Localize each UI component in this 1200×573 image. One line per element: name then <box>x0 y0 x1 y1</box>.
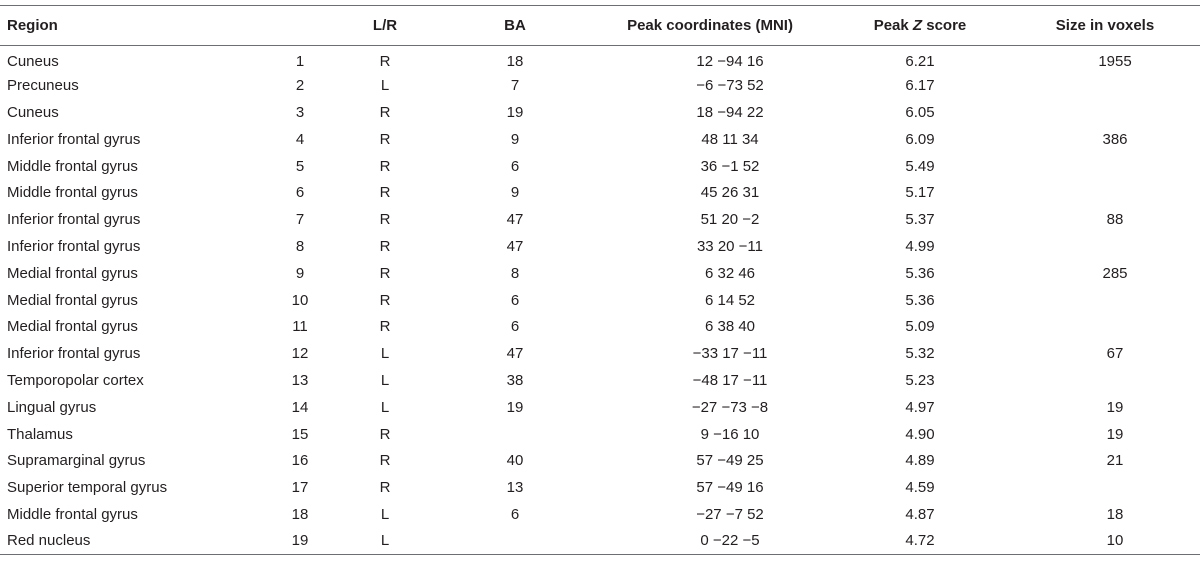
table-header <box>0 6 1200 46</box>
table-row <box>0 72 1200 99</box>
table-row <box>0 153 1200 180</box>
cell-number: 11 <box>292 318 308 336</box>
cell-number: 15 <box>291 425 309 443</box>
table-body <box>0 46 1200 555</box>
cell-size-in-voxels: 10 <box>1106 532 1124 550</box>
cell-size-in-voxels: 21 <box>1106 452 1124 470</box>
table-row <box>0 287 1200 314</box>
cell-peak-z-score: 5.09 <box>905 318 935 336</box>
cell-ba <box>440 528 590 555</box>
header-size-in-voxels: Size in voxels <box>1055 17 1155 34</box>
cell-region: Medial frontal gyrus <box>7 318 138 336</box>
cell-region: Middle frontal gyrus <box>7 505 138 523</box>
cell-number: 3 <box>295 103 305 121</box>
header-peak-z-score <box>830 6 1010 46</box>
cell-peak-z-score: 4.90 <box>905 425 935 443</box>
cell-ba: 40 <box>506 452 524 470</box>
cell-size-in-voxels: 67 <box>1106 345 1124 363</box>
cell-region: Superior temporal gyrus <box>7 479 168 497</box>
cell-peak-coordinates: −48 17 −11 <box>692 371 768 389</box>
cell-number: 6 <box>295 184 305 202</box>
cell-lr: R <box>379 157 391 175</box>
cell-peak-z-score: 6.05 <box>905 103 935 121</box>
cell-number: 14 <box>291 398 309 416</box>
cell-number: 12 <box>291 345 309 363</box>
cell-peak-coordinates: 33 20 −11 <box>696 237 764 255</box>
cell-size-in-voxels: 19 <box>1106 425 1124 443</box>
cell-ba: 6 <box>510 291 520 309</box>
cell-peak-z-score: 4.72 <box>905 532 935 550</box>
table-row <box>0 421 1200 448</box>
cell-lr: L <box>380 371 390 389</box>
header-ba: BA <box>504 17 526 34</box>
cell-ba: 9 <box>510 184 520 202</box>
cell-size-in-voxels: 1955 <box>1098 52 1132 70</box>
cell-peak-coordinates: −6 −73 52 <box>696 77 764 95</box>
cell-ba: 6 <box>510 157 520 175</box>
header-z-prefix: Peak <box>873 17 913 34</box>
table-row <box>0 179 1200 206</box>
cell-lr: R <box>379 103 391 121</box>
cell-peak-z-score: 6.21 <box>905 52 935 70</box>
cell-number: 2 <box>295 77 305 95</box>
cell-lr: R <box>379 291 391 309</box>
cell-peak-coordinates: 6 32 46 <box>704 264 756 282</box>
cell-size-in-voxels: 88 <box>1106 211 1124 229</box>
cell-number: 5 <box>295 157 305 175</box>
cell-number: 10 <box>291 291 309 309</box>
cell-number: 16 <box>291 452 309 470</box>
cell-ba: 8 <box>510 264 520 282</box>
cell-region: Inferior frontal gyrus <box>7 237 141 255</box>
table-row <box>0 528 1200 555</box>
cell-region: Lingual gyrus <box>7 398 97 416</box>
header-row <box>0 6 1200 46</box>
cell-size-in-voxels <box>1010 287 1200 314</box>
table-row <box>0 46 1200 73</box>
cell-region: Inferior frontal gyrus <box>7 130 141 148</box>
table-row <box>0 260 1200 287</box>
cell-lr: R <box>379 184 391 202</box>
header-lr: L/R <box>372 17 398 34</box>
table-row <box>0 501 1200 528</box>
cell-number: 9 <box>295 264 305 282</box>
cell-ba: 19 <box>506 103 524 121</box>
table-row <box>0 233 1200 260</box>
table-row <box>0 126 1200 153</box>
cell-peak-coordinates: −27 −7 52 <box>696 505 764 523</box>
cell-number: 1 <box>295 52 305 70</box>
cell-peak-z-score: 6.09 <box>905 130 935 148</box>
cell-region: Supramarginal gyrus <box>7 452 146 470</box>
cell-region: Precuneus <box>7 77 79 95</box>
cell-lr: R <box>379 130 391 148</box>
cell-region: Cuneus <box>7 52 59 70</box>
cell-size-in-voxels: 18 <box>1106 505 1124 523</box>
header-number <box>230 6 330 46</box>
header-z-suffix: score <box>922 17 967 34</box>
cell-region: Inferior frontal gyrus <box>7 345 141 363</box>
cell-ba <box>440 421 590 448</box>
cell-region: Medial frontal gyrus <box>7 264 138 282</box>
table-row <box>0 447 1200 474</box>
table-row <box>0 340 1200 367</box>
table-row <box>0 367 1200 394</box>
cell-region: Temporopolar cortex <box>7 371 144 389</box>
cell-ba: 18 <box>506 52 524 70</box>
cell-peak-z-score: 4.59 <box>905 479 935 497</box>
cell-size-in-voxels: 285 <box>1102 264 1128 282</box>
cell-peak-z-score: 5.23 <box>905 371 935 389</box>
cell-lr: R <box>379 452 391 470</box>
cell-peak-coordinates: 18 −94 22 <box>696 103 764 121</box>
table-row <box>0 206 1200 233</box>
header-region: Region <box>7 17 58 34</box>
cell-region: Inferior frontal gyrus <box>7 211 141 229</box>
cell-region: Thalamus <box>7 425 73 443</box>
cell-region: Middle frontal gyrus <box>7 184 138 202</box>
cell-lr: R <box>379 318 391 336</box>
cell-region: Middle frontal gyrus <box>7 157 138 175</box>
cell-size-in-voxels <box>1010 153 1200 180</box>
cell-size-in-voxels <box>1010 99 1200 126</box>
header-peak-coordinates: Peak coordinates (MNI) <box>627 17 793 34</box>
cell-peak-z-score: 6.17 <box>905 77 935 95</box>
cell-size-in-voxels <box>1010 367 1200 394</box>
cell-size-in-voxels: 386 <box>1102 130 1128 148</box>
cell-lr: L <box>380 505 390 523</box>
cell-ba: 7 <box>510 77 520 95</box>
cell-peak-z-score: 5.17 <box>905 184 935 202</box>
cell-peak-coordinates: −33 17 −11 <box>692 345 768 363</box>
cell-number: 4 <box>295 130 305 148</box>
cell-size-in-voxels <box>1010 233 1200 260</box>
cell-peak-z-score: 5.32 <box>905 345 935 363</box>
cell-size-in-voxels: 19 <box>1106 398 1124 416</box>
cell-ba: 19 <box>506 398 524 416</box>
cell-size-in-voxels <box>1010 313 1200 340</box>
cell-region: Red nucleus <box>7 532 91 550</box>
cell-lr: L <box>380 345 390 363</box>
table-row <box>0 99 1200 126</box>
cell-lr: R <box>379 264 391 282</box>
cell-peak-z-score: 4.89 <box>905 452 935 470</box>
cell-peak-coordinates: 12 −94 16 <box>696 52 764 70</box>
cell-ba: 9 <box>510 130 520 148</box>
cell-peak-coordinates: 57 −49 16 <box>696 479 764 497</box>
cell-ba: 47 <box>506 345 524 363</box>
cell-peak-coordinates: 48 11 34 <box>701 130 759 148</box>
cell-number: 18 <box>291 505 309 523</box>
header-z-italic: Z <box>912 17 923 34</box>
cell-peak-z-score: 4.87 <box>905 505 935 523</box>
table-row <box>0 394 1200 421</box>
cell-peak-coordinates: 9 −16 10 <box>700 425 760 443</box>
cell-number: 13 <box>291 371 309 389</box>
cell-lr: R <box>379 479 391 497</box>
results-table <box>0 5 1200 555</box>
table-row <box>0 313 1200 340</box>
cell-number: 8 <box>295 237 305 255</box>
cell-size-in-voxels <box>1010 72 1200 99</box>
cell-size-in-voxels <box>1010 179 1200 206</box>
cell-lr: L <box>380 77 390 95</box>
cell-lr: R <box>379 52 391 70</box>
cell-ba: 47 <box>506 237 524 255</box>
results-table-container <box>0 5 1200 555</box>
cell-ba: 38 <box>506 371 524 389</box>
cell-peak-coordinates: 45 26 31 <box>700 184 760 202</box>
cell-peak-coordinates: −27 −73 −8 <box>691 398 769 416</box>
cell-size-in-voxels <box>1010 474 1200 501</box>
cell-lr: L <box>380 532 390 550</box>
cell-lr: R <box>379 425 391 443</box>
cell-lr: R <box>379 237 391 255</box>
cell-peak-coordinates: 57 −49 25 <box>696 452 764 470</box>
cell-peak-coordinates: 0 −22 −5 <box>700 532 760 550</box>
cell-peak-z-score: 5.36 <box>905 264 935 282</box>
cell-peak-z-score: 4.99 <box>905 237 935 255</box>
cell-ba: 6 <box>510 318 520 336</box>
cell-peak-coordinates: 6 38 40 <box>704 318 756 336</box>
cell-peak-coordinates: 6 14 52 <box>704 291 756 309</box>
cell-peak-z-score: 5.36 <box>905 291 935 309</box>
cell-peak-z-score: 5.49 <box>905 157 935 175</box>
cell-peak-z-score: 4.97 <box>905 398 935 416</box>
cell-region: Cuneus <box>7 103 59 121</box>
cell-ba: 6 <box>510 505 520 523</box>
cell-number: 7 <box>295 211 305 229</box>
table-row <box>0 474 1200 501</box>
cell-number: 19 <box>291 532 309 550</box>
cell-ba: 13 <box>506 479 524 497</box>
cell-number: 17 <box>291 479 309 497</box>
cell-lr: L <box>380 398 390 416</box>
cell-region: Medial frontal gyrus <box>7 291 138 309</box>
cell-peak-z-score: 5.37 <box>905 211 935 229</box>
cell-lr: R <box>379 211 391 229</box>
cell-peak-coordinates: 36 −1 52 <box>700 157 760 175</box>
cell-peak-coordinates: 51 20 −2 <box>700 211 760 229</box>
cell-ba: 47 <box>506 211 524 229</box>
